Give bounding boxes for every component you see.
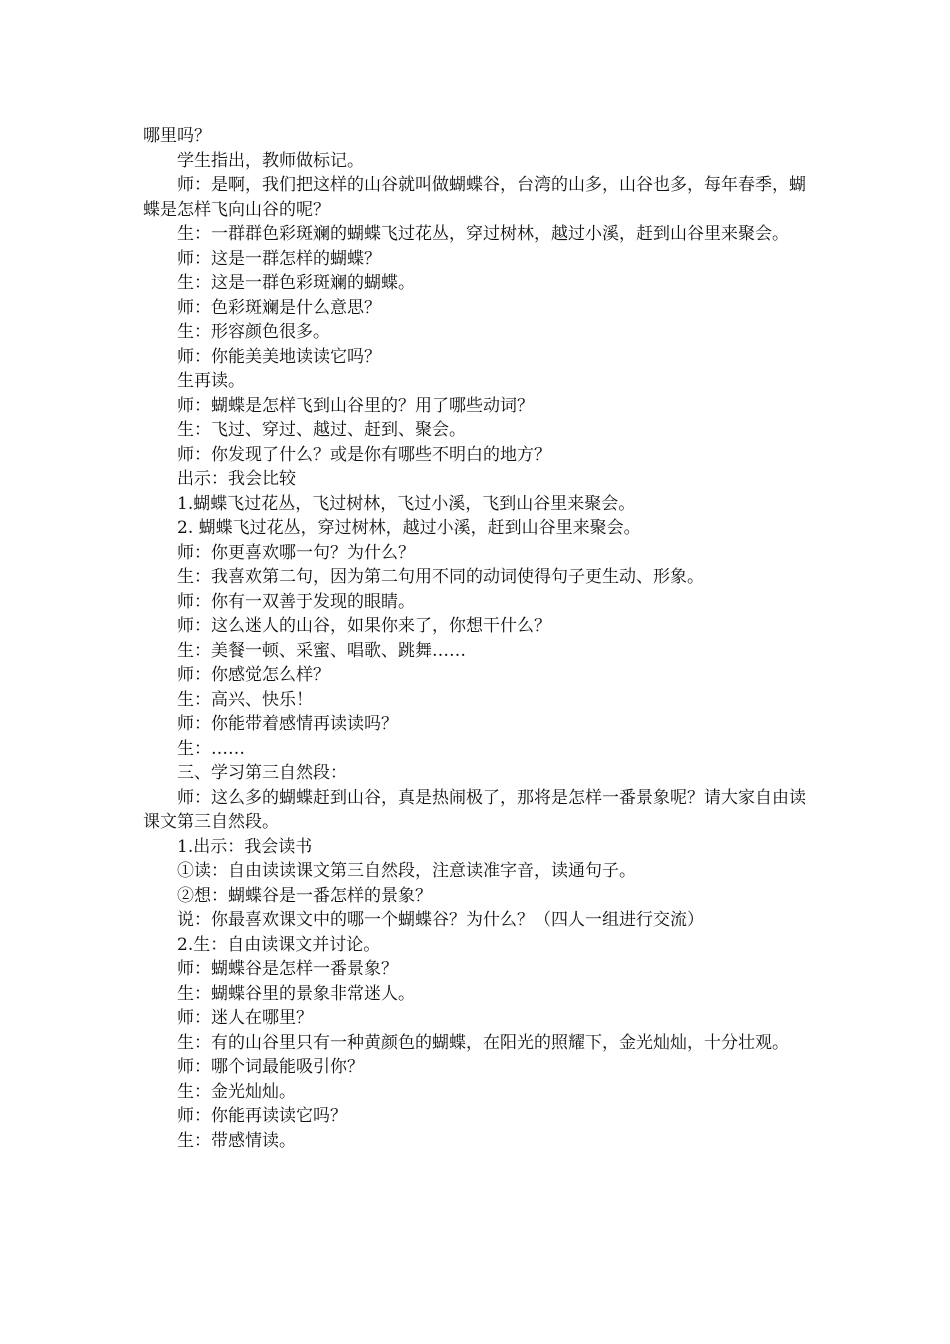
paragraph: 2. 蝴蝶飞过花丛，穿过树林，越过小溪，赶到山谷里来聚会。 (177, 518, 641, 538)
paragraph: 师：迷人在哪里？ (177, 1008, 313, 1028)
paragraph: 师：你能再读读它吗？ (177, 1106, 347, 1126)
paragraph: 生：金光灿灿。 (177, 1081, 296, 1102)
paragraph: 师：你能美美地读读它吗？ (177, 346, 381, 367)
paragraph: 师：你感觉怎么样？ (177, 665, 330, 685)
paragraph: 生：这是一群色彩斑斓的蝴蝶。 (177, 273, 415, 293)
paragraph: 出示：我会比较 (177, 469, 296, 489)
paragraph: 师：你更喜欢哪一句？为什么？ (177, 542, 415, 563)
paragraph: 学生指出，教师做标记。 (177, 150, 364, 171)
paragraph: 生：蝴蝶谷里的景象非常迷人。 (177, 983, 415, 1004)
paragraph: 师：色彩斑斓是什么意思？ (177, 297, 381, 318)
paragraph: ②想：蝴蝶谷是一番怎样的景象？ (177, 885, 432, 906)
paragraph: 师：你能带着感情再读读吗？ (177, 714, 398, 734)
paragraph: 1.出示：我会读书 (177, 836, 313, 857)
paragraph: 师：你发现了什么？或是你有哪些不明白的地方？ (177, 444, 551, 465)
paragraph: 生：飞过、穿过、越过、赶到、聚会。 (177, 420, 466, 440)
paragraph: 三、学习第三自然段： (177, 763, 347, 783)
paragraph: 哪里吗？ (143, 126, 211, 146)
paragraph: 生：一群群色彩斑斓的蝴蝶飞过花丛，穿过树林，越过小溪，赶到山谷里来聚会。 (177, 224, 789, 244)
paragraph: 师：你有一双善于发现的眼睛。 (177, 591, 415, 612)
paragraph: 生：带感情读。 (177, 1130, 296, 1151)
paragraph: 生：有的山谷里只有一种黄颜色的蝴蝶，在阳光的照耀下，金光灿灿，十分壮观。 (177, 1032, 789, 1053)
paragraph: 生：美餐一顿、采蜜、唱歌、跳舞…… (177, 640, 466, 661)
paragraph: 1.蝴蝶飞过花丛，飞过树林，飞过小溪，飞到山谷里来聚会。 (177, 493, 636, 514)
paragraph: 师：这么迷人的山谷，如果你来了，你想干什么？ (177, 616, 551, 636)
paragraph: 生：…… (177, 738, 245, 759)
paragraph: 师：是啊，我们把这样的山谷就叫做蝴蝶谷，台湾的山多，山谷也多，每年春季，蝴蝶是怎样飞向山谷的呢？ (143, 175, 806, 220)
paragraph: 生再读。 (177, 371, 245, 391)
paragraph: 生：形容颜色很多。 (177, 322, 330, 342)
document-body (143, 124, 807, 1153)
paragraph: 生：我喜欢第二句，因为第二句用不同的动词使得句子更生动、形象。 (177, 567, 704, 587)
paragraph: 生：高兴、快乐！ (177, 689, 313, 710)
paragraph: 师：蝴蝶是怎样飞到山谷里的？用了哪些动词？ (177, 395, 534, 416)
paragraph: 师：这是一群怎样的蝴蝶？ (177, 248, 381, 269)
paragraph: 说：你最喜欢课文中的哪一个蝴蝶谷？为什么？（四人一组进行交流） (177, 910, 704, 930)
paragraph: 师：哪个词最能吸引你？ (177, 1057, 364, 1077)
paragraph: ①读：自由读读课文第三自然段，注意读准字音，读通句子。 (177, 861, 636, 881)
paragraph: 2.生：自由读课文并讨论。 (177, 934, 381, 955)
paragraph: 师：蝴蝶谷是怎样一番景象？ (177, 959, 398, 979)
paragraph: 师：这么多的蝴蝶赶到山谷，真是热闹极了，那将是怎样一番景象呢？请大家自由读课文第三自然段。 (143, 787, 806, 832)
